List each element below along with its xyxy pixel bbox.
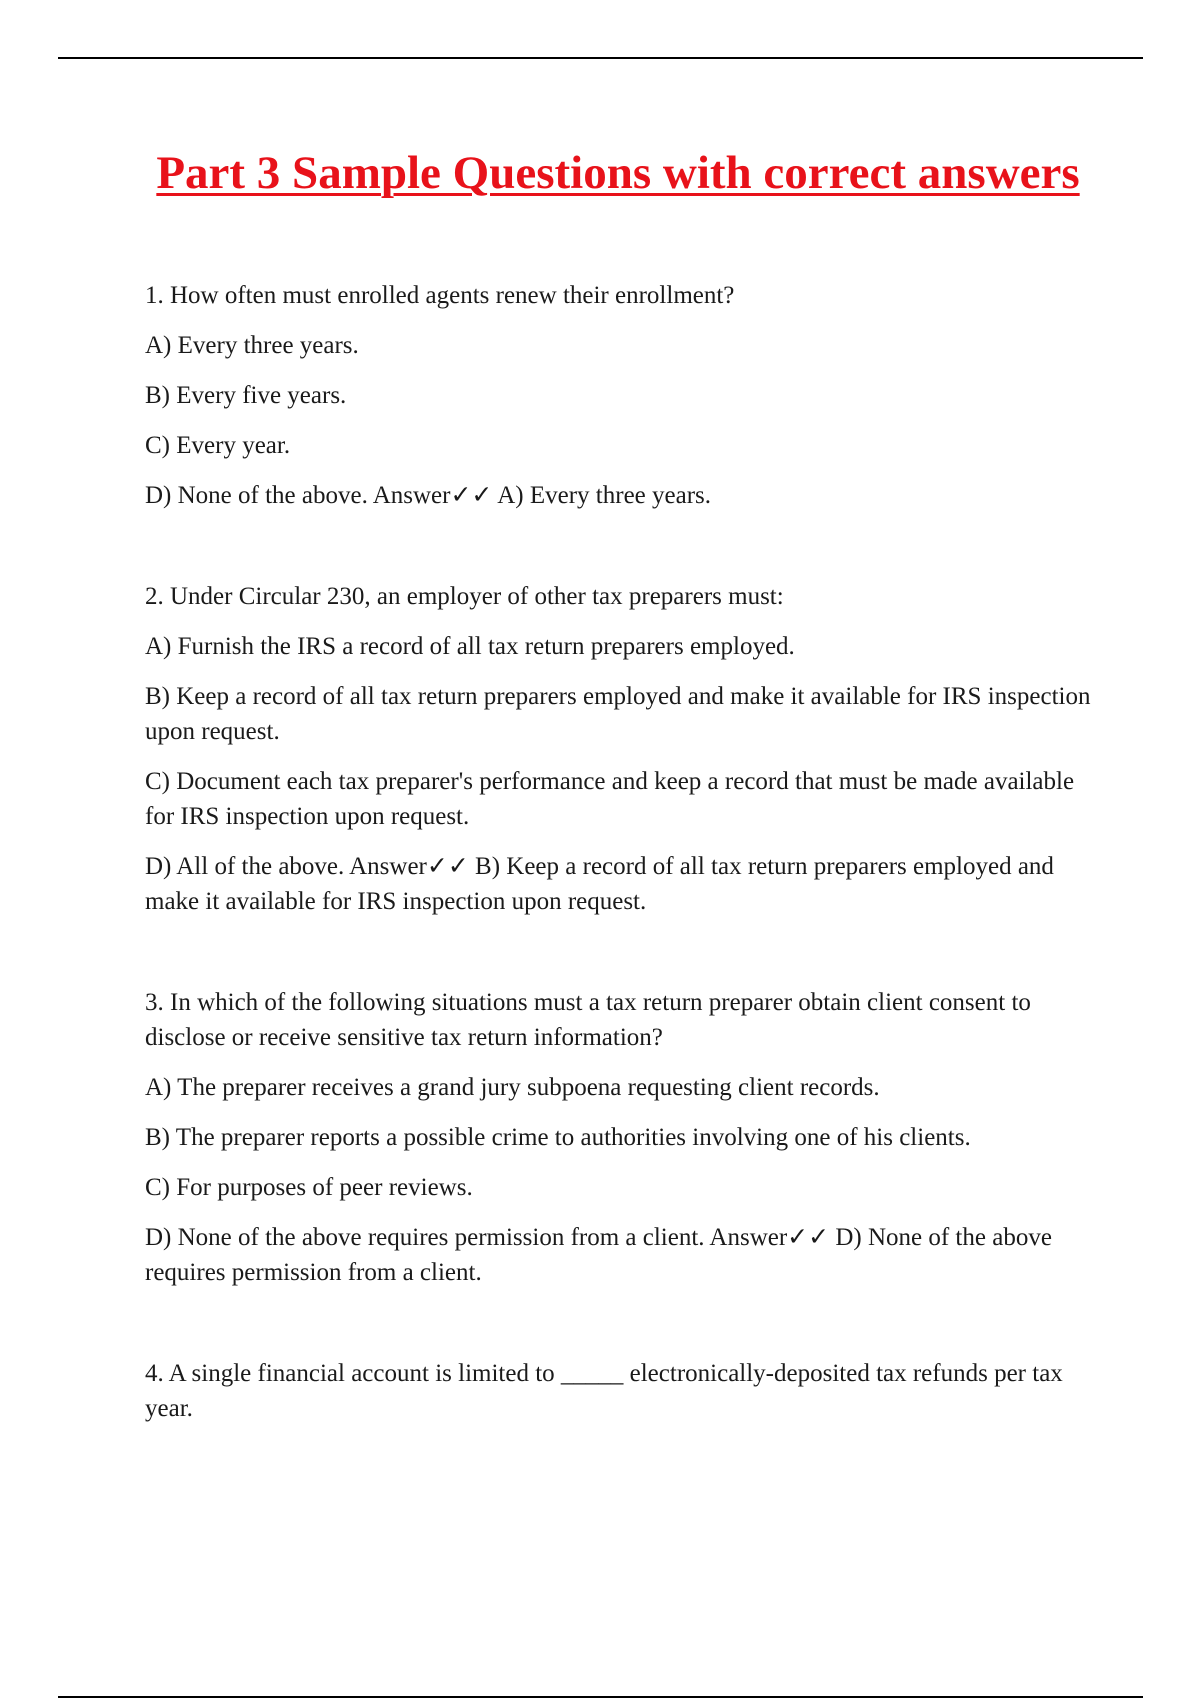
question-1-option-d-answer: D) None of the above. Answer✓✓ A) Every three years.: [145, 482, 712, 509]
question-3-option-d-answer: D) None of the above requires permission from a client. Answer✓✓ D) None of the above requires permission from a client.: [145, 1224, 1052, 1286]
question-3-option-a: A) The preparer receives a grand jury subpoena requesting client records.: [145, 1074, 880, 1101]
bottom-rule: [58, 1696, 1143, 1698]
question-1-option-c: C) Every year.: [145, 432, 291, 459]
document-title: Part 3 Sample Questions with correct answers: [156, 147, 1080, 199]
questions-section: [145, 278, 1095, 1426]
question-4-prompt: 4. A single financial account is limited to _____ electronically-deposited tax refunds per tax year.: [145, 1360, 1063, 1422]
question-1: [145, 278, 1095, 513]
question-3-option-c: C) For purposes of peer reviews.: [145, 1174, 473, 1201]
question-1-option-b: B) Every five years.: [145, 382, 347, 409]
question-2: [145, 579, 1095, 919]
question-3: [145, 985, 1095, 1290]
question-1-prompt: 1. How often must enrolled agents renew their enrollment?: [145, 282, 735, 309]
question-4: [145, 1356, 1095, 1426]
question-2-option-a: A) Furnish the IRS a record of all tax return preparers employed.: [145, 633, 795, 660]
question-2-option-d-answer: D) All of the above. Answer✓✓ B) Keep a record of all tax return preparers employed and make it available for IRS inspection upon request.: [145, 853, 1054, 915]
top-rule: [58, 57, 1143, 59]
question-1-option-a: A) Every three years.: [145, 332, 359, 359]
question-2-option-c: C) Document each tax preparer's performance and keep a record that must be made available for IRS inspection upon request.: [145, 768, 1075, 830]
question-2-option-b: B) Keep a record of all tax return preparers employed and make it available for IRS inspection upon request.: [145, 683, 1091, 745]
question-3-option-b: B) The preparer reports a possible crime to authorities involving one of his clients.: [145, 1124, 971, 1151]
question-2-prompt: 2. Under Circular 230, an employer of other tax preparers must:: [145, 583, 784, 610]
question-3-prompt: 3. In which of the following situations must a tax return preparer obtain client consent to disclose or receive sensitive tax return information?: [145, 989, 1031, 1051]
